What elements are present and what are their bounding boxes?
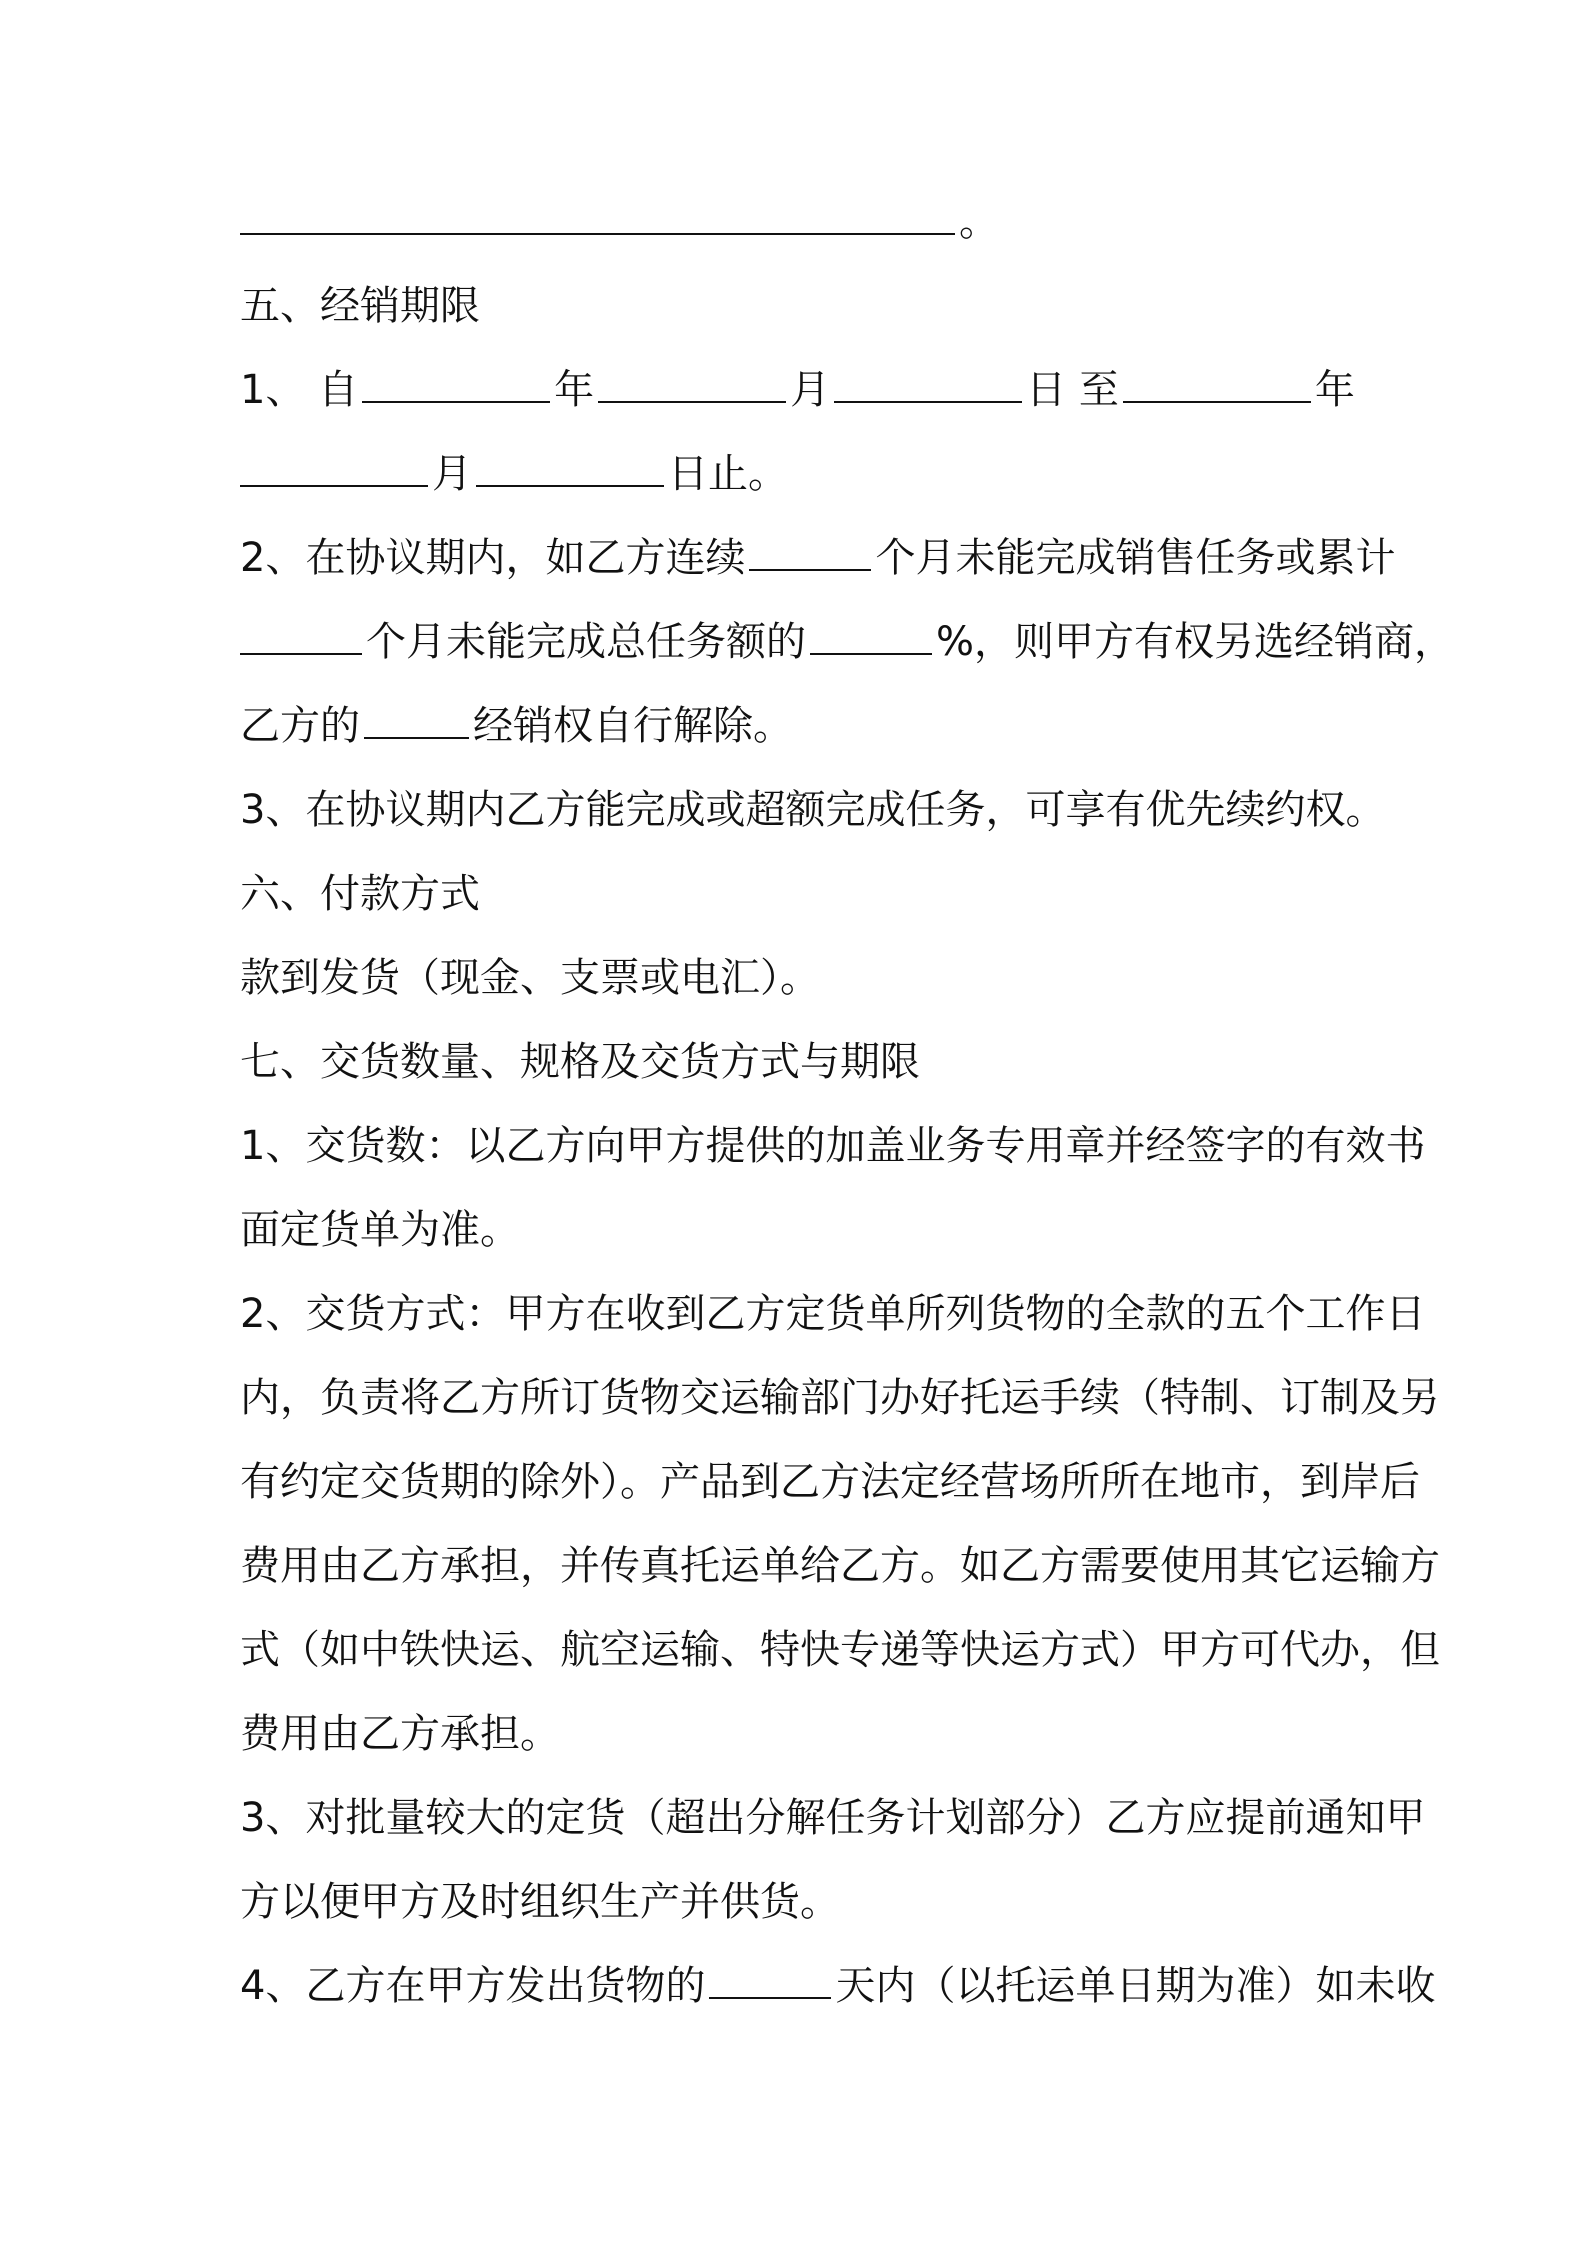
- fill-blank: [240, 203, 955, 235]
- text-span: 乙方的: [240, 703, 360, 749]
- fill-blank: [476, 455, 664, 487]
- text-span: 1、 自: [240, 367, 359, 413]
- text-line: [240, 1188, 1360, 1272]
- text-span: 月: [432, 451, 472, 497]
- text-line: [240, 1272, 1426, 1356]
- text-span: 2、在协议期内，如乙方连续: [240, 535, 746, 581]
- text-span: 款到发货（现金、支票或电汇）。: [240, 955, 820, 1001]
- text-span: 费用由乙方承担。: [240, 1711, 560, 1757]
- fill-blank: [362, 371, 550, 403]
- text-line: [240, 180, 1360, 264]
- text-span: 2、交货方式：甲方在收到乙方定货单所列货物的全款的五个工作日: [240, 1291, 1426, 1337]
- text-span: 年: [1314, 367, 1355, 413]
- fill-blank: [1123, 371, 1311, 403]
- text-line: [240, 1104, 1426, 1188]
- section-heading-5: [240, 264, 1360, 348]
- heading-text: 六、付款方式: [240, 871, 480, 917]
- text-line: [240, 768, 1386, 852]
- text-line: [240, 1524, 1440, 1608]
- text-line: [240, 1860, 1360, 1944]
- fill-blank: [240, 455, 428, 487]
- text-span: 费用由乙方承担，并传真托运单给乙方。如乙方需要使用其它运输方: [240, 1543, 1440, 1589]
- text-line: [240, 1692, 1360, 1776]
- text-span: 方以便甲方及时组织生产并供货。: [240, 1879, 840, 1925]
- text-span: 内，负责将乙方所订货物交运输部门办好托运手续（特制、订制及另: [240, 1375, 1440, 1421]
- fill-blank: [709, 1967, 831, 1999]
- text-span: %，则甲方有权另选经销商，: [936, 619, 1455, 665]
- fill-blank: [749, 539, 871, 571]
- fill-blank: [364, 707, 469, 739]
- text-line: [240, 516, 1396, 600]
- heading-text: 七、交货数量、规格及交货方式与期限: [240, 1039, 920, 1085]
- fill-blank: [240, 623, 362, 655]
- text-line: [240, 600, 1455, 684]
- text-line: [240, 1944, 1436, 2028]
- text-span: 式（如中铁快运、航空运输、特快专递等快运方式）甲方可代办，但: [240, 1627, 1440, 1673]
- text-span: 。: [959, 199, 999, 245]
- text-line: [240, 1776, 1426, 1860]
- text-line: [240, 1608, 1440, 1692]
- text-span: 年: [554, 367, 595, 413]
- section-heading-7: [240, 1020, 1360, 1104]
- text-line: [240, 348, 1360, 432]
- text-span: 个月未能完成总任务额的: [366, 619, 806, 665]
- text-span: 有约定交货期的除外）。产品到乙方法定经营场所所在地市，到岸后: [240, 1459, 1420, 1505]
- text-line: [240, 1440, 1420, 1524]
- text-line: [240, 684, 1360, 768]
- fill-blank: [834, 371, 1022, 403]
- text-span: 1、交货数：以乙方向甲方提供的加盖业务专用章并经签字的有效书: [240, 1123, 1426, 1169]
- text-span: 4、乙方在甲方发出货物的: [240, 1963, 706, 2009]
- text-span: 3、对批量较大的定货（超出分解任务计划部分）乙方应提前通知甲: [240, 1795, 1426, 1841]
- document-page: [240, 180, 1455, 2028]
- fill-blank: [810, 623, 932, 655]
- text-span: 日止。: [668, 451, 788, 497]
- text-span: 面定货单为准。: [240, 1207, 520, 1253]
- text-line: [240, 936, 1360, 1020]
- fill-blank: [598, 371, 786, 403]
- text-span: 经销权自行解除。: [473, 703, 793, 749]
- text-span: 月: [790, 367, 831, 413]
- text-span: 天内（以托运单日期为准）如未收: [835, 1963, 1436, 2009]
- heading-text: 五、经销期限: [240, 283, 480, 329]
- text-line: [240, 1356, 1440, 1440]
- text-line: [240, 432, 1360, 516]
- text-span: 个月未能完成销售任务或累计: [875, 535, 1396, 581]
- text-span: 3、在协议期内乙方能完成或超额完成任务，可享有优先续约权。: [240, 787, 1386, 833]
- text-span: 日 至: [1026, 367, 1119, 413]
- section-heading-6: [240, 852, 1360, 936]
